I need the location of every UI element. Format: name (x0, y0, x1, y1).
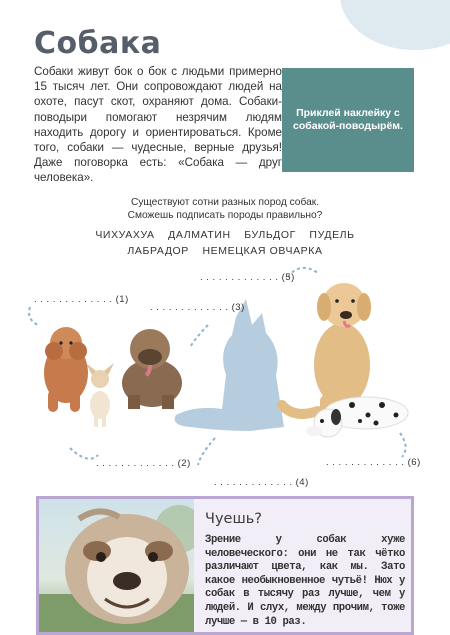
breed-bulldog: БУЛЬДОГ (244, 229, 296, 241)
fact-box (36, 496, 414, 635)
fact-text: Зрение у собак хуже человеческого: они не так чётко различают цвета, как мы. Зато какое необыкновенное чутьё! Нюх у собак в тысячу раз лучше, чем у людей. И слух, между прочим, тоже лучше — в 10 раз. (205, 534, 405, 628)
arrow-2 (70, 448, 98, 459)
breed-dalmatian: ДАЛМАТИН (168, 229, 231, 241)
arrow-6 (400, 433, 406, 457)
sticker-placeholder[interactable] (282, 68, 414, 172)
question-text (0, 197, 450, 222)
intro-paragraph: Собаки живут бок о бок с людьми примерно 15 тысяч лет. Они сопровождают людей на охоте, пасут скот, охраняют дома. Собаки-поводыри помогают незрячим людям находить дорогу и ориентироваться. Кроме того, собаки — чудесные, верные друзья! Даже поговорка есть: «Собака — друг человека». (34, 65, 282, 185)
chihuahua-image (86, 363, 114, 427)
breed-german-shepherd: НЕМЕЦКАЯ ОВЧАРКА (202, 245, 323, 257)
fact-title: Чуешь? (205, 511, 262, 527)
arrow-3 (190, 325, 208, 347)
breed-chihuahua: ЧИХУАХУА (95, 229, 155, 241)
bulldog-closeup-photo (39, 499, 194, 632)
answer-line-4[interactable]: . . . . . . . . . . . . . (4) (214, 477, 309, 488)
corner-decoration (340, 0, 450, 50)
answer-line-3[interactable]: . . . . . . . . . . . . . (3) (150, 302, 245, 313)
answer-line-6[interactable]: . . . . . . . . . . . . . (6) (326, 457, 421, 468)
answer-line-5[interactable]: . . . . . . . . . . . . . (5) (200, 272, 295, 283)
german-shepherd-silhouette (175, 299, 284, 431)
labrador-image (282, 283, 371, 415)
arrow-1 (29, 307, 38, 325)
poodle-image (44, 327, 88, 412)
page-title: Собака (34, 26, 162, 61)
breed-labrador: ЛАБРАДОР (127, 245, 189, 257)
question-line-2: Сможешь подписать породы правильно? (127, 209, 323, 221)
question-line-1: Существуют сотни разных пород собак. (130, 197, 320, 208)
answer-line-2[interactable]: . . . . . . . . . . . . . (2) (96, 458, 191, 469)
answer-line-1[interactable]: . . . . . . . . . . . . . (1) (34, 294, 129, 305)
bulldog-image (122, 329, 182, 409)
sticker-instruction: Приклей наклейку с собакой-поводырём. (293, 107, 403, 132)
arrow-4 (198, 438, 215, 465)
breed-row-1 (0, 227, 450, 243)
breed-poodle: ПУДЕЛЬ (309, 229, 355, 241)
